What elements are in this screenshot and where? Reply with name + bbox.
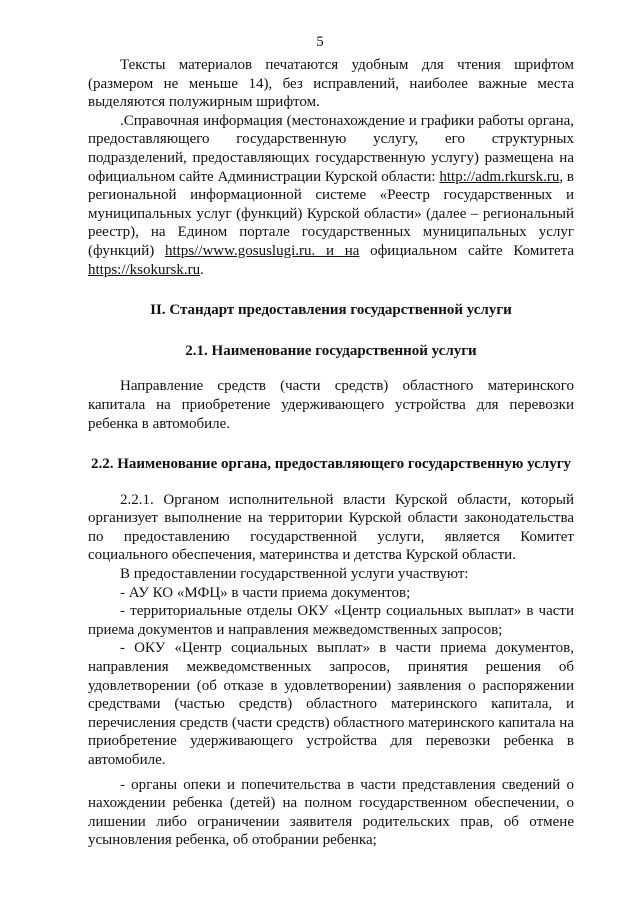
gosuslugi-link[interactable]: https//www.gosuslugi.ru. и на — [164, 242, 360, 259]
intro-p2-text-1: .Справочная информация (местонахождение и графики работы органа, предоставляющего государственную услугу, его структурных подразделений, предоставляющих государственную услугу) размещена на официальном сайте Администрации Курской области: — [88, 112, 574, 185]
participant-item: - территориальные отделы ОКУ «Центр социальных выплат» в части приема документов и направления межведомственных запросов; — [88, 603, 574, 638]
document-body — [88, 56, 574, 850]
participant-item: - ОКУ «Центр социальных выплат» в части приема документов, направления межведомственных запросов, принятия решения об удовлетворении (об отказе в удовлетворении) заявления о распоряжении средствами (частью средств) областного материнского капитала, и перечисления средств (части средств) областного материнского капитала на приобретение удерживающего устройства для перевозки ребенка в автомобиле. — [88, 640, 574, 768]
section-2-1-text: Направление средств (части средств) областного материнского капитала на приобретение удерживающего устройства для перевозки ребенка в автомобиле. — [88, 378, 574, 432]
intro-p2-text-2: , в региональной информационной системе «Реестр государственных и муниципальных услуг (функций) Курской области» (далее – региональный реестр), на Едином портале государственных муниципальных услуг (функций) — [88, 168, 574, 259]
intro-paragraph-1: Тексты материалов печатаются удобным для чтения шрифтом (размером не меньше 14), без исправлений, наиболее важные места выделяются полужирным шрифтом. — [88, 57, 574, 111]
section-2-2-1-paragraph: 2.2.1. Органом исполнительной власти Курской области, который организует выполнение на территории Курской области законодательства по предоставлению государственной услуги, является Комитет социального обеспечения, материнства и детства Курской области. — [88, 491, 574, 564]
intro-p2-text-4: . — [200, 261, 204, 278]
ksokursk-link[interactable]: https://ksokursk.ru — [88, 261, 201, 278]
participant-item: - АУ КО «МФЦ» в части приема документов; — [120, 584, 411, 601]
page-number: 5 — [316, 34, 324, 50]
intro-paragraph-2 — [88, 112, 574, 279]
intro-p2-text-3: официальном сайте Комитета — [359, 242, 574, 259]
participants-intro: В предоставлении государственной услуги участвуют: — [120, 566, 469, 583]
section-2-2-title: 2.2. Наименование органа, предоставляющего государственную услугу — [90, 456, 572, 473]
participant-item: - органы опеки и попечительства в части представления сведений о нахождении ребенка (детей) на полном государственном обеспечении, о лишении либо ограничении заявителя родительских прав, об отмене усыновления ребенка, об отобрании ребенка; — [88, 776, 574, 849]
adm-rkursk-link[interactable]: http://adm.rkursk.ru — [439, 168, 560, 185]
section-2-title: II. Стандарт предоставления государственной услуги — [150, 302, 512, 319]
section-2-1-title: 2.1. Наименование государственной услуги — [185, 342, 477, 359]
